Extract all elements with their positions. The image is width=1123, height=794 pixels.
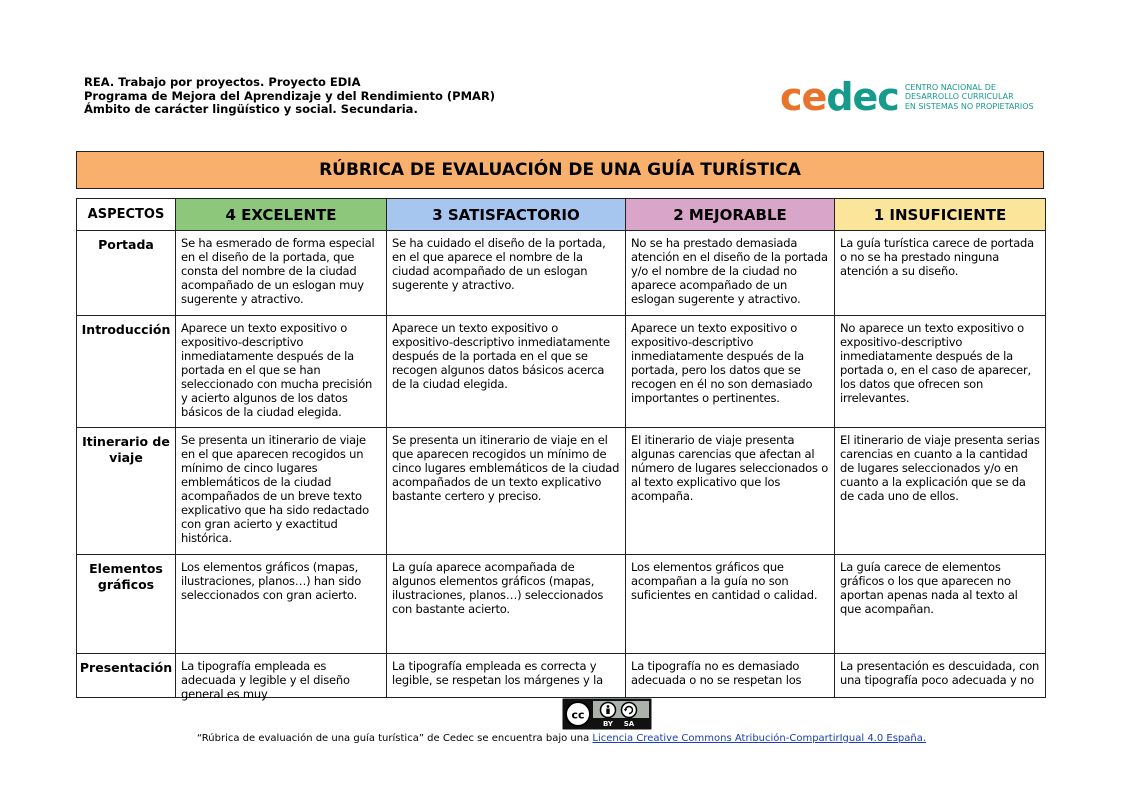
column-header-mejorable: 2 MEJORABLE (626, 199, 835, 231)
criteria-cell: La presentación es descuidada, con una tipografía poco adecuada y no (835, 654, 1046, 698)
column-header-satisfactorio: 3 SATISFACTORIO (387, 199, 626, 231)
criteria-cell: Los elementos gráficos que acompañan a la guía no son suficientes en cantidad o calidad. (626, 555, 835, 654)
rubric-title: RÚBRICA DE EVALUACIÓN DE UNA GUÍA TURÍSTICA (76, 151, 1044, 189)
column-header-excelente: 4 EXCELENTE (176, 199, 387, 231)
table-row (77, 428, 1046, 555)
criteria-cell: La guía turística carece de portada o no se ha prestado ninguna atención a su diseño. (835, 231, 1046, 316)
cedec-logo-word: cedec (780, 75, 899, 119)
criteria-cell: Se presenta un itinerario de viaje en el que aparecen recogidos un mínimo de cinco lugares emblemáticos de la ciudad acompañados de un breve texto explicativo que ha sido redactado con gran acierto y exactitud histórica. (176, 428, 387, 555)
aspect-cell: Elementos gráficos (77, 555, 176, 654)
aspect-cell: Presentación (77, 654, 176, 698)
header-line-2: Programa de Mejora del Aprendizaje y del Rendimiento (PMAR) (84, 88, 496, 103)
criteria-cell: No aparece un texto expositivo o expositivo-descriptivo inmediatamente después de la portada o, en el caso de aparecer, los datos que ofrecen son irrelevantes. (835, 316, 1046, 428)
criteria-cell: Los elementos gráficos (mapas, ilustraciones, planos…) han sido seleccionados con gran acierto. (176, 555, 387, 654)
license-text: “Rúbrica de evaluación de una guía turística” de Cedec se encuentra bajo una (196, 733, 593, 744)
document-header (84, 76, 495, 117)
table-header-row (77, 199, 1046, 231)
criteria-cell: La tipografía empleada es adecuada y legible y el diseño general es muy (176, 654, 387, 698)
rubric-table (76, 198, 1046, 701)
table-row (77, 316, 1046, 428)
cc-icon (566, 702, 590, 726)
license-footer (0, 733, 1123, 744)
svg-text:cc: cc (571, 708, 585, 722)
aspect-cell: Itinerario de viaje (77, 428, 176, 555)
criteria-cell: Aparece un texto expositivo o expositivo-descriptivo inmediatamente después de la portada en el que se recogen algunos datos básicos acerca de la ciudad elegida. (387, 316, 626, 428)
share-alike-icon (622, 703, 637, 718)
creative-commons-badge[interactable] (562, 698, 652, 730)
criteria-cell: La guía carece de elementos gráficos o los que aparecen no aportan apenas nada al texto al que acompañan. (835, 555, 1046, 654)
license-link[interactable]: Licencia Creative Commons Atribución-CompartirIgual 4.0 España. (592, 733, 927, 744)
criteria-cell: Aparece un texto expositivo o expositivo-descriptivo inmediatamente después de la portada en el que se han seleccionado con mucha precisión y acierto algunos de los datos básicos de la ciudad elegida. (176, 316, 387, 428)
attribution-icon (601, 703, 616, 718)
aspect-cell: Portada (77, 231, 176, 316)
criteria-cell: Se ha esmerado de forma especial en el diseño de la portada, que consta del nombre de la ciudad acompañado de un eslogan muy sugerente y atractivo. (176, 231, 387, 316)
criteria-cell: La guía aparece acompañada de algunos elementos gráficos (mapas, ilustraciones, planos…) seleccionados con bastante acierto. (387, 555, 626, 654)
cedec-logo (780, 75, 1034, 119)
table-row (77, 555, 1046, 654)
table-row (77, 231, 1046, 316)
badge-by-label: BY (602, 720, 614, 728)
criteria-cell: El itinerario de viaje presenta algunas carencias que afectan al número de lugares seleccionados o al texto explicativo que los acompaña. (626, 428, 835, 555)
table-row (77, 654, 1046, 698)
criteria-cell: El itinerario de viaje presenta serias carencias en cuanto a la cantidad de lugares seleccionados y/o en cuanto a la explicación que se da de cada uno de ellos. (835, 428, 1046, 555)
column-header-insuficiente: 1 INSUFICIENTE (835, 199, 1046, 231)
cedec-logo-subtitle: CENTRO NACIONAL DE DESARROLLO CURRICULAR EN SISTEMAS NO PROPIETARIOS (904, 82, 1034, 111)
header-line-1: REA. Trabajo por proyectos. Proyecto EDIA (84, 75, 361, 89)
criteria-cell: No se ha prestado demasiada atención en el diseño de la portada y/o el nombre de la ciudad no aparece acompañado de un eslogan sugerente y atractivo. (626, 231, 835, 316)
criteria-cell: La tipografía empleada es correcta y legible, se respetan los márgenes y la (387, 654, 626, 698)
aspect-cell: Introducción (77, 316, 176, 428)
column-header-aspectos: ASPECTOS (77, 199, 176, 231)
criteria-cell: Aparece un texto expositivo o expositivo-descriptivo inmediatamente después de la portada, pero los datos que se recogen en él no son demasiado importantes o pertinentes. (626, 316, 835, 428)
criteria-cell: Se ha cuidado el diseño de la portada, en el que aparece el nombre de la ciudad acompañado de un eslogan sugerente y atractivo. (387, 231, 626, 316)
badge-sa-label: SA (623, 720, 635, 728)
header-line-3: Ámbito de carácter lingüístico y social. Secundaria. (84, 102, 418, 116)
criteria-cell: Se presenta un itinerario de viaje en el que aparecen recogidos un mínimo de cinco lugares emblemáticos de la ciudad acompañados de un texto explicativo bastante certero y preciso. (387, 428, 626, 555)
criteria-cell: La tipografía no es demasiado adecuada o no se respetan los (626, 654, 835, 698)
